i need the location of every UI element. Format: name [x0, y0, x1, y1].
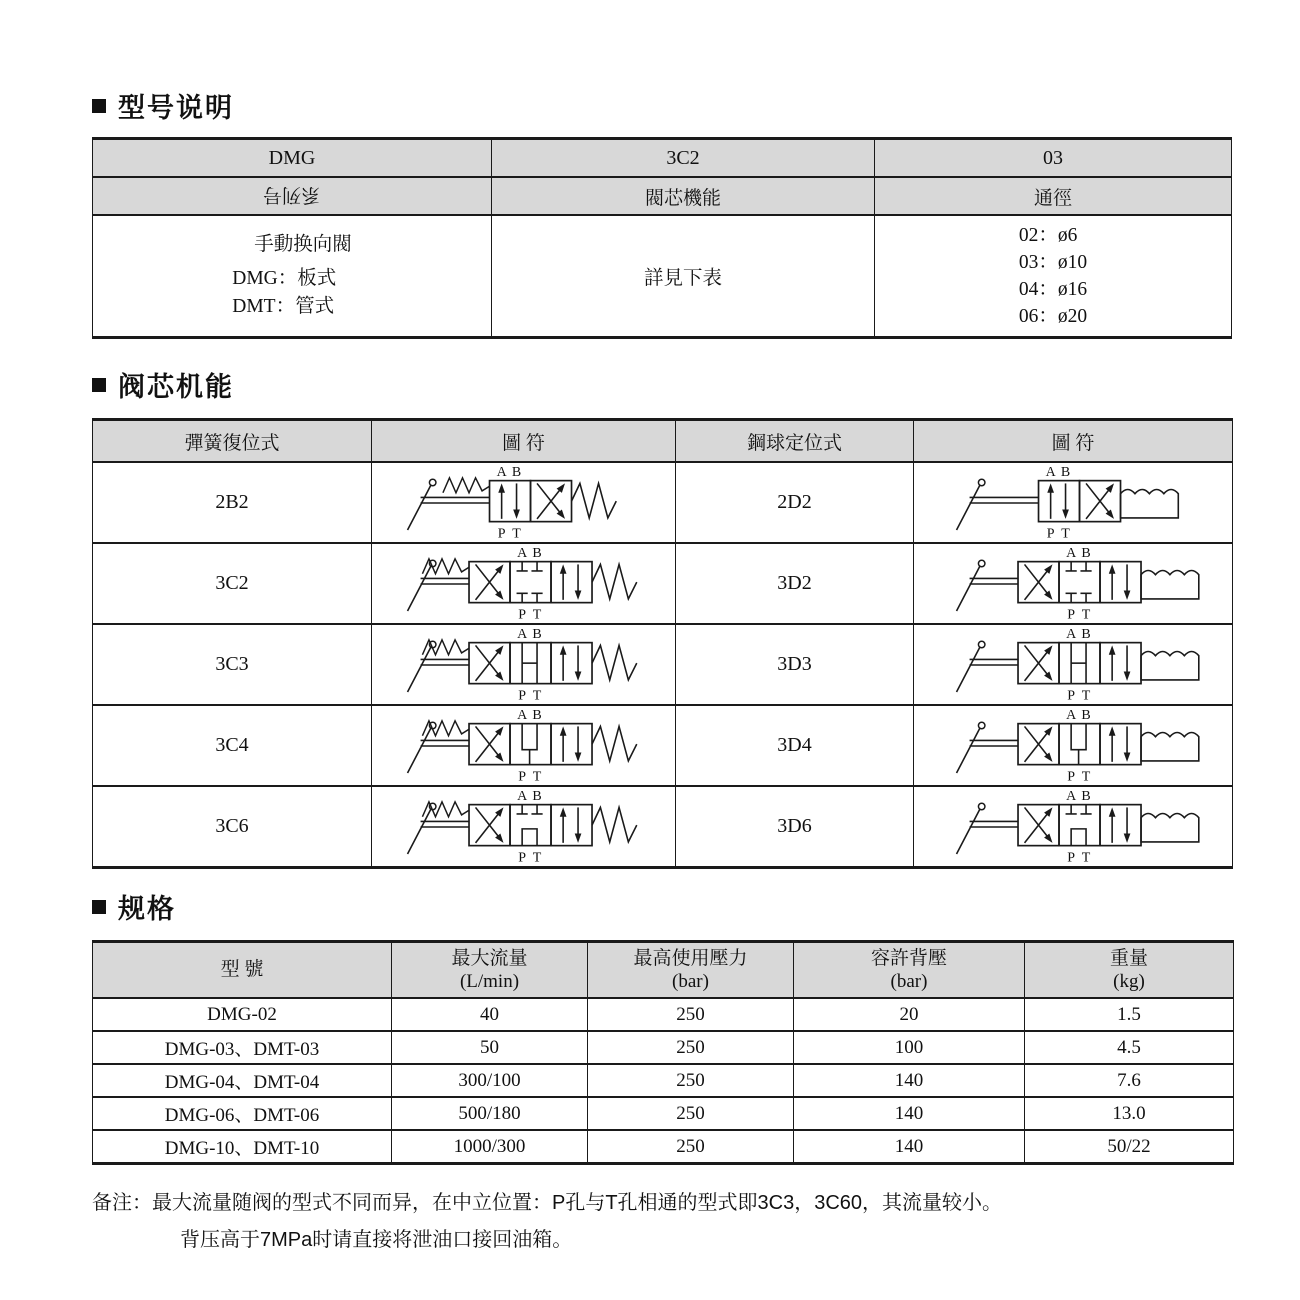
detent-valve-symbol — [914, 544, 1232, 623]
spec-weight: 13.0 — [1025, 1097, 1234, 1130]
section-title-model — [92, 86, 1228, 125]
detent-model-label: 3D3 — [676, 624, 914, 705]
bore-option: 02：ø6 — [1018, 225, 1078, 246]
spec-header-row — [93, 942, 1234, 999]
svg-text:T: T — [511, 525, 521, 541]
page-content — [92, 0, 1228, 1259]
spring-model-label: 3C6 — [93, 786, 372, 868]
spring-valve-cell — [372, 462, 676, 543]
spec-row — [93, 1031, 1234, 1064]
bore-options — [1019, 222, 1087, 330]
model-code-row — [93, 139, 1232, 178]
spec-header-unit: (L/min) — [459, 971, 520, 992]
spec-backpressure: 140 — [794, 1130, 1025, 1164]
spec-flow: 1000/300 — [392, 1130, 588, 1164]
svg-text:A: A — [1066, 788, 1077, 804]
model-label-size: 通徑 — [875, 177, 1232, 215]
spec-weight: 4.5 — [1025, 1031, 1234, 1064]
series-line-3: DMT：管式 — [232, 296, 335, 317]
model-detail-row — [93, 215, 1232, 338]
svg-text:P: P — [517, 687, 526, 703]
spec-backpressure: 100 — [794, 1031, 1025, 1064]
spring-model-label: 3C2 — [93, 543, 372, 624]
series-description-cell — [93, 215, 492, 338]
spec-header-main: 重量 — [1109, 948, 1148, 969]
spool-row — [93, 786, 1233, 868]
spec-model: DMG-04、DMT-04 — [93, 1064, 392, 1097]
spec-weight: 1.5 — [1025, 998, 1234, 1031]
spec-backpressure: 140 — [794, 1064, 1025, 1097]
spec-pressure: 250 — [588, 1130, 794, 1164]
series-label-flipped: 系列号 — [263, 183, 321, 205]
note-line-1: 备注：最大流量随阀的型式不同而异，在中立位置：P孔与T孔相通的型式即3C3，3C60，其流量较小。 — [92, 1192, 1003, 1214]
detent-valve-cell — [914, 543, 1233, 624]
detent-valve-cell — [914, 705, 1233, 786]
spool-row — [93, 624, 1233, 705]
spring-valve-cell — [372, 543, 676, 624]
col-header-spring-return: 彈簧復位式 — [93, 420, 372, 463]
spec-weight: 7.6 — [1025, 1064, 1234, 1097]
svg-text:B: B — [1081, 626, 1091, 642]
svg-text:B: B — [531, 788, 542, 804]
spool-row — [93, 543, 1233, 624]
svg-text:B: B — [1081, 788, 1091, 804]
section-title-spool — [92, 365, 1228, 404]
svg-text:A: A — [1045, 464, 1056, 480]
square-bullet-icon — [92, 900, 106, 914]
spec-col-model — [93, 942, 392, 999]
spring-valve-symbol — [372, 544, 675, 623]
detent-valve-symbol — [914, 463, 1232, 542]
spec-header-main: 最高使用壓力 — [633, 948, 748, 969]
spec-flow: 50 — [392, 1031, 588, 1064]
detent-model-label: 3D4 — [676, 705, 914, 786]
section-title-spool-text: 阀芯机能 — [118, 372, 234, 402]
spring-valve-symbol — [372, 463, 675, 542]
model-code-table — [92, 137, 1232, 339]
spool-header-row — [93, 420, 1233, 463]
svg-text:B: B — [531, 545, 542, 561]
detent-valve-cell — [914, 624, 1233, 705]
spec-col-max-flow — [392, 942, 588, 999]
spring-model-label: 3C4 — [93, 705, 372, 786]
model-code-spool: 3C2 — [492, 139, 875, 178]
spec-row — [93, 1097, 1234, 1130]
spool-row — [93, 705, 1233, 786]
svg-text:P: P — [1067, 687, 1076, 703]
svg-text:P: P — [1067, 849, 1076, 865]
detent-valve-cell — [914, 462, 1233, 543]
svg-text:A: A — [516, 626, 527, 642]
spec-pressure: 250 — [588, 1064, 794, 1097]
spec-row — [93, 1064, 1234, 1097]
svg-text:B: B — [511, 464, 521, 480]
spring-valve-cell — [372, 705, 676, 786]
svg-text:T: T — [532, 687, 541, 703]
detent-valve-cell — [914, 786, 1233, 868]
spec-pressure: 250 — [588, 998, 794, 1031]
spec-weight: 50/22 — [1025, 1130, 1234, 1164]
svg-text:B: B — [1060, 464, 1071, 480]
svg-text:P: P — [517, 768, 526, 784]
spring-model-label: 2B2 — [93, 462, 372, 543]
detent-model-label: 3D6 — [676, 786, 914, 868]
svg-text:B: B — [1081, 707, 1091, 723]
col-header-symbol-1: 圖 符 — [372, 420, 676, 463]
col-header-ball-detent: 鋼球定位式 — [676, 420, 914, 463]
spec-flow: 40 — [392, 998, 588, 1031]
spec-col-max-pressure — [588, 942, 794, 999]
spec-col-weight — [1025, 942, 1234, 999]
spring-valve-symbol — [372, 706, 675, 785]
svg-text:P: P — [517, 849, 526, 865]
svg-text:T: T — [532, 849, 541, 865]
bore-option: 04：ø16 — [1018, 279, 1088, 300]
svg-text:A: A — [516, 707, 527, 723]
svg-text:T: T — [1081, 849, 1091, 865]
model-label-series — [93, 177, 492, 215]
spec-row — [93, 998, 1234, 1031]
svg-text:A: A — [1066, 545, 1077, 561]
spec-flow: 500/180 — [392, 1097, 588, 1130]
section-title-specs — [92, 887, 1228, 926]
svg-text:P: P — [1067, 606, 1076, 622]
spec-backpressure: 20 — [794, 998, 1025, 1031]
spool-see-table-cell: 詳見下表 — [492, 215, 875, 338]
col-header-symbol-2: 圖 符 — [914, 420, 1233, 463]
spring-valve-symbol — [372, 787, 675, 866]
spec-model: DMG-02 — [93, 998, 392, 1031]
series-line-2: DMG：板式 — [232, 268, 337, 289]
spec-model: DMG-03、DMT-03 — [93, 1031, 392, 1064]
svg-text:P: P — [1067, 768, 1076, 784]
spec-backpressure: 140 — [794, 1097, 1025, 1130]
svg-text:A: A — [516, 545, 527, 561]
svg-text:T: T — [1081, 687, 1091, 703]
svg-text:B: B — [531, 707, 542, 723]
section-title-model-text: 型号说明 — [118, 93, 234, 123]
detent-valve-symbol — [914, 787, 1232, 866]
model-code-series: DMG — [93, 139, 492, 178]
spec-header-main: 最大流量 — [451, 948, 528, 969]
detent-valve-symbol — [914, 706, 1232, 785]
svg-text:A: A — [1066, 707, 1077, 723]
spring-model-label: 3C3 — [93, 624, 372, 705]
spec-pressure: 250 — [588, 1097, 794, 1130]
svg-text:B: B — [531, 626, 542, 642]
spring-valve-symbol — [372, 625, 675, 704]
spec-header-main: 容許背壓 — [870, 948, 947, 969]
svg-text:P: P — [497, 525, 506, 541]
section-title-specs-text: 规格 — [118, 894, 176, 924]
svg-text:A: A — [516, 788, 527, 804]
svg-text:T: T — [532, 606, 541, 622]
spool-function-table — [92, 418, 1233, 869]
spec-header-unit: (bar) — [672, 971, 709, 992]
detent-valve-symbol — [914, 625, 1232, 704]
svg-text:T: T — [532, 768, 541, 784]
spec-pressure: 250 — [588, 1031, 794, 1064]
note-line-2: 背压高于7MPa时请直接将泄油口接回油箱。 — [180, 1229, 573, 1251]
model-label-spool: 閥芯機能 — [492, 177, 875, 215]
detent-model-label: 2D2 — [676, 462, 914, 543]
svg-text:T: T — [1081, 606, 1091, 622]
square-bullet-icon — [92, 378, 106, 392]
square-bullet-icon — [92, 99, 106, 113]
model-code-size: 03 — [875, 139, 1232, 178]
svg-text:T: T — [1061, 525, 1070, 541]
svg-text:A: A — [496, 464, 507, 480]
footer-notes — [92, 1185, 1228, 1259]
bore-option: 03：ø10 — [1018, 252, 1088, 273]
spring-valve-cell — [372, 786, 676, 868]
svg-text:T: T — [1081, 768, 1091, 784]
spec-table — [92, 940, 1234, 1165]
model-label-row — [93, 177, 1232, 215]
svg-text:P: P — [1046, 525, 1055, 541]
spec-row — [93, 1130, 1234, 1164]
spring-valve-cell — [372, 624, 676, 705]
svg-text:A: A — [1066, 626, 1077, 642]
spec-header-unit: (kg) — [1113, 971, 1145, 992]
spec-header-unit: (bar) — [890, 971, 928, 992]
spec-flow: 300/100 — [392, 1064, 588, 1097]
spec-model: DMG-10、DMT-10 — [93, 1130, 392, 1164]
spec-model: DMG-06、DMT-06 — [93, 1097, 392, 1130]
bore-options-cell — [875, 215, 1232, 338]
series-description — [232, 231, 352, 321]
spec-header-main: 型 號 — [220, 959, 264, 980]
series-line-1: 手動换向閥 — [254, 234, 352, 255]
spool-row — [93, 462, 1233, 543]
spec-col-back-pressure — [794, 942, 1025, 999]
detent-model-label: 3D2 — [676, 543, 914, 624]
svg-text:P: P — [517, 606, 526, 622]
bore-option: 06：ø20 — [1018, 306, 1088, 327]
svg-text:B: B — [1081, 545, 1091, 561]
